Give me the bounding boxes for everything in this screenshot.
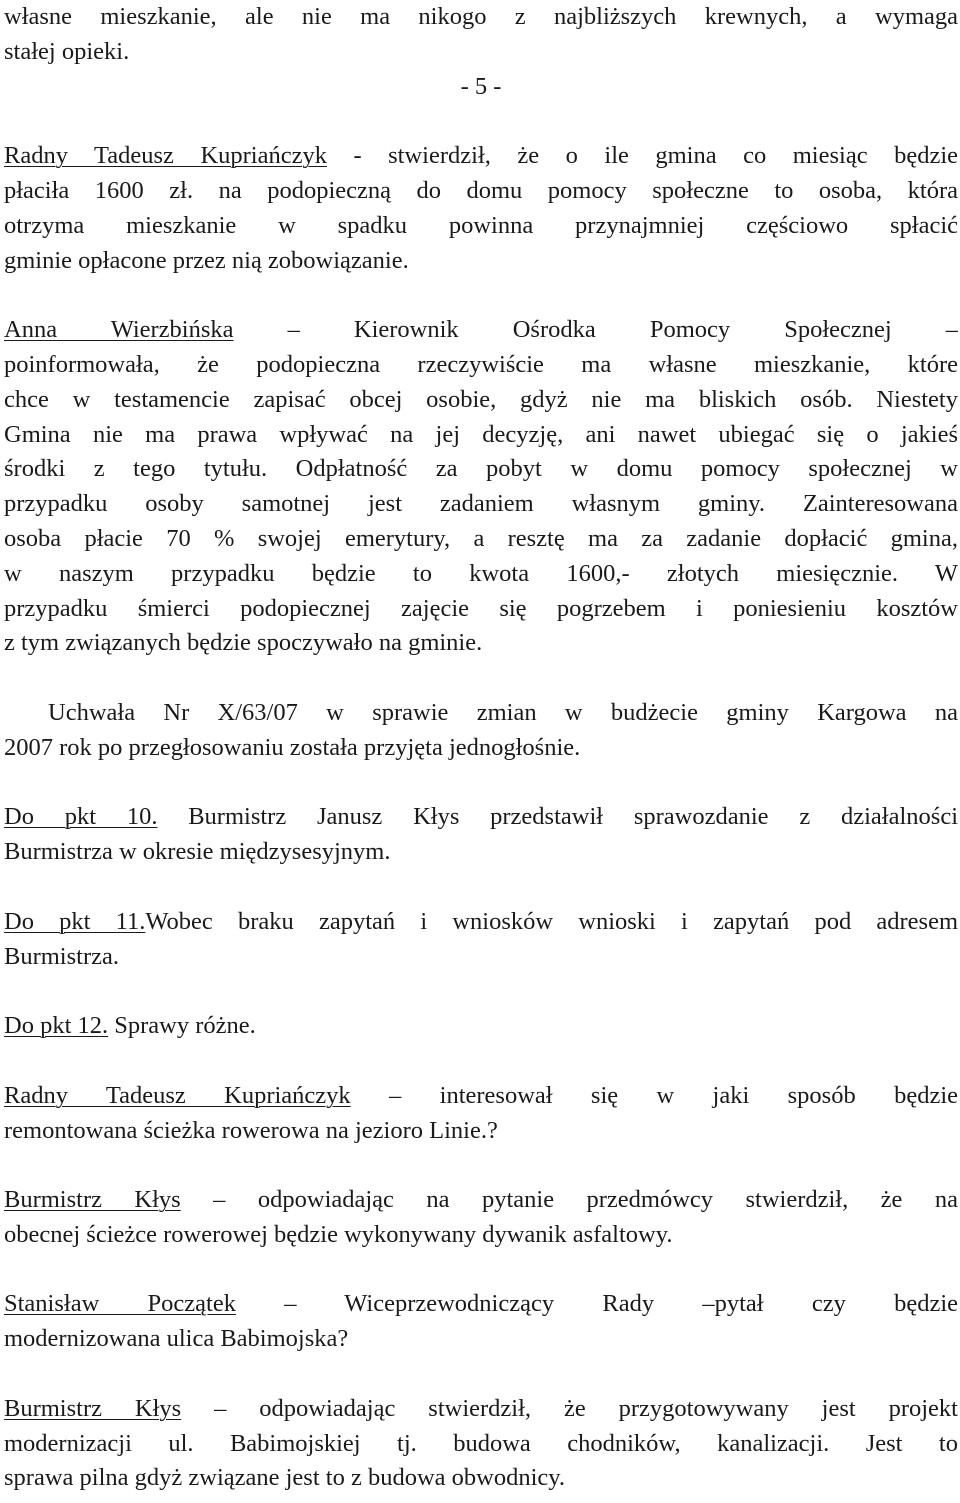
text-run: Burmistrz Janusz Kłys przedstawił sprawozdanie z działalności: [157, 803, 958, 831]
text-line: otrzyma mieszkanie w spadku powinna przynajmniej częściowo spłacić: [4, 211, 958, 239]
spacer: [4, 1253, 958, 1288]
text-line: środki z tego tytułu. Odpłatność za pobyt w domu pomocy społecznej w: [4, 455, 958, 483]
text-line: osoba płacie 70 % swojej emerytury, a resztę ma za zadanie dopłacić gmina,: [4, 524, 958, 552]
text-line: modernizacji ul. Babimojskiej tj. budowa chodników, kanalizacji. Jest to: [4, 1429, 958, 1457]
text-line: Burmistrza w okresie międzysesyjnym.: [4, 838, 391, 866]
text-run: – odpowiadając na pytanie przedmówcy stwierdził, że na: [180, 1186, 958, 1214]
speaker-name: Anna Wierzbińska: [4, 316, 234, 344]
text-line: [4, 1009, 958, 1044]
text-run: Wobec braku zapytań i wniosków wnioski i zapytań pod adresem: [145, 907, 958, 935]
text-run: – interesował się w jaki sposób będzie: [350, 1081, 958, 1109]
speaker-name: Radny Tadeusz Kupriańczyk: [4, 1081, 351, 1109]
paragraph-pkt-12: [4, 1009, 958, 1044]
text-line: modernizowana ulica Babimojska?: [4, 1325, 349, 1353]
text-line: [4, 800, 958, 835]
text-line: w naszym przypadku będzie to kwota 1600,- złotych miesięcznie. W: [4, 559, 958, 587]
text-line: z tym związanych będzie spoczywało na gminie.: [4, 629, 483, 657]
page-number: - 5 -: [460, 72, 502, 100]
text-line: przypadku śmierci podopiecznej zajęcie się pogrzebem i poniesieniu kosztów: [4, 594, 958, 622]
paragraph-resolution: [4, 696, 958, 766]
text-line: poinformowała, że podopieczna rzeczywiście ma własne mieszkanie, które: [4, 350, 958, 378]
text-run: – odpowiadając stwierdził, że przygotowywany jest projekt: [181, 1394, 958, 1422]
text-line: obecnej ścieżce rowerowej będzie wykonywany dywanik asfaltowy.: [4, 1220, 673, 1248]
text-line: [4, 139, 958, 174]
text-line: [4, 1183, 958, 1218]
agenda-item-label: Do pkt 10.: [4, 803, 158, 831]
paragraph-poczatek: [4, 1287, 958, 1357]
text-line: własne mieszkanie, ale nie ma nikogo z najbliższych krewnych, a wymaga: [4, 3, 958, 30]
text-line: płaciła 1600 zł. na podopieczną do domu pomocy społeczne to osoba, która: [4, 176, 958, 204]
spacer: [4, 661, 958, 696]
spacer: [4, 1357, 958, 1392]
text-line: remontowana ścieżka rowerowa na jezioro Linie.?: [4, 1116, 498, 1144]
paragraph-continuation: [4, 0, 958, 70]
text-line: chce w testamencie zapisać obcej osobie, gdyż nie ma bliskich osób. Niestety: [4, 385, 958, 413]
text-line: [4, 313, 958, 348]
agenda-item-label: Do pkt 12.: [4, 1012, 109, 1040]
paragraph-wierzbinska: [4, 313, 958, 661]
speaker-name: Burmistrz Kłys: [4, 1186, 181, 1214]
speaker-name: Stanisław Początek: [4, 1290, 236, 1318]
paragraph-pkt-11: [4, 905, 958, 975]
paragraph-kupriancyk-1: [4, 139, 958, 278]
paragraph-klys-1: [4, 1183, 958, 1253]
spacer: [4, 1044, 958, 1079]
paragraph-pkt-10: [4, 800, 958, 870]
text-line: Gmina nie ma prawa wpływać na jej decyzję, ani nawet ubiegać się o jakieś: [4, 420, 958, 448]
text-line: Burmistrza.: [4, 942, 119, 970]
text-run: – Kierownik Ośrodka Pomocy Społecznej –: [233, 316, 958, 344]
text-line: Uchwała Nr X/63/07 w sprawie zmian w budżecie gminy Kargowa na: [48, 698, 958, 726]
text-line: gminie opłacone przez nią zobowiązanie.: [4, 246, 409, 274]
text-run: Sprawy różne.: [108, 1012, 256, 1040]
speaker-name: Burmistrz Kłys: [4, 1394, 182, 1422]
spacer: [4, 278, 958, 313]
spacer: [4, 870, 958, 905]
spacer: [4, 974, 958, 1009]
spacer: [4, 104, 958, 139]
text-line: 2007 rok po przegłosowaniu została przyjęta jednogłośnie.: [4, 733, 581, 761]
text-line: [4, 1287, 958, 1322]
speaker-name: Radny Tadeusz Kupriańczyk: [4, 142, 327, 170]
paragraph-kupriancyk-2: [4, 1079, 958, 1149]
agenda-item-label: Do pkt 11.: [4, 907, 146, 935]
paragraph-klys-2: [4, 1392, 958, 1496]
text-line: [4, 905, 958, 940]
text-line: przypadku osoby samotnej jest zadaniem własnym gminy. Zainteresowana: [4, 490, 958, 518]
text-line: [4, 1392, 958, 1427]
text-run: – Wiceprzewodniczący Rady –pytał czy będzie: [235, 1290, 958, 1318]
text-line: stałej opieki.: [4, 37, 130, 65]
text-line: [4, 1079, 958, 1114]
text-line: sprawa pilna gdyż związane jest to z budowa obwodnicy.: [4, 1464, 566, 1492]
text-run: - stwierdził, że o ile gmina co miesiąc będzie: [326, 142, 958, 170]
spacer: [4, 1148, 958, 1183]
spacer: [4, 766, 958, 801]
